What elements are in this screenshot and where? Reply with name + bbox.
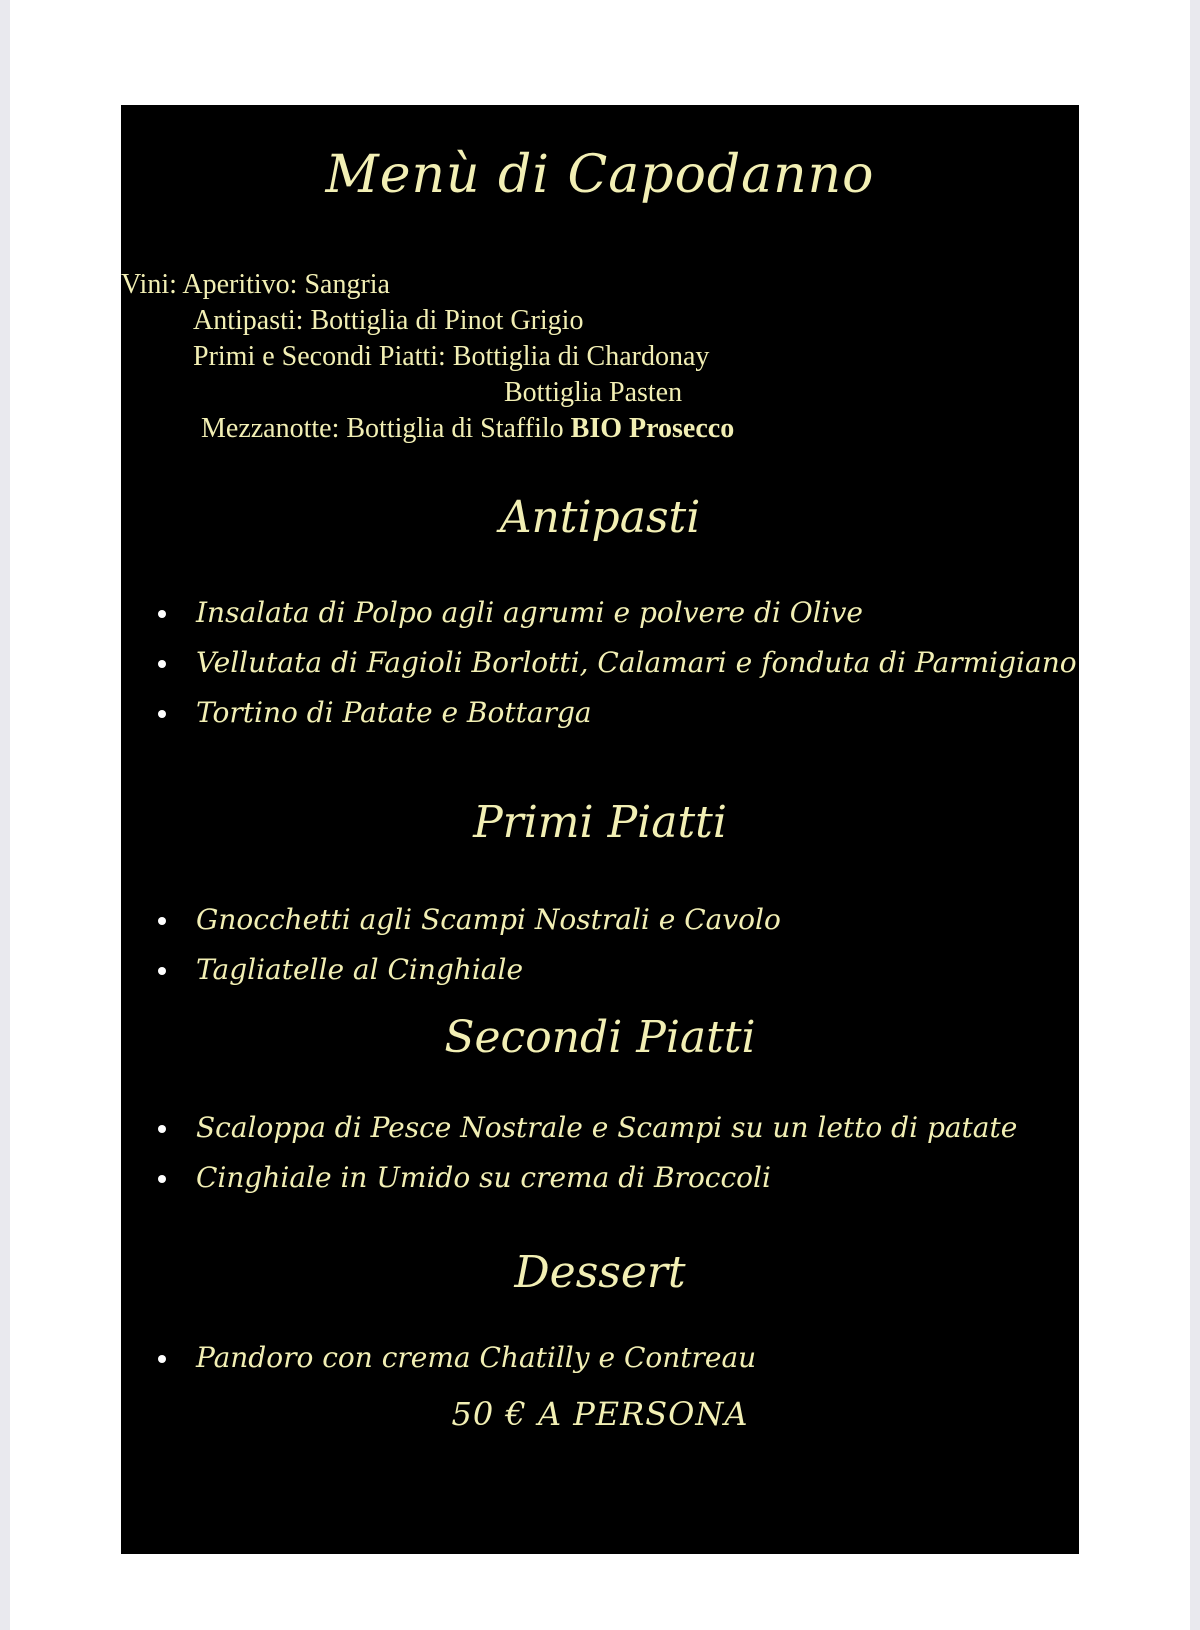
wine-pasten: Bottiglia Pasten bbox=[504, 377, 683, 408]
section-title-dessert: Dessert bbox=[514, 1247, 686, 1298]
wines-lead: Vini: bbox=[121, 269, 177, 300]
menu-card bbox=[121, 105, 1079, 1554]
bullet-icon bbox=[158, 1125, 166, 1133]
bullet-icon bbox=[158, 917, 166, 925]
list-item: Scaloppa di Pesce Nostrale e Scampi su un letto di patate bbox=[158, 1110, 1017, 1147]
section-title-secondi: Secondi Piatti bbox=[444, 1012, 756, 1063]
list-item: Gnocchetti agli Scampi Nostrali e Cavolo bbox=[158, 902, 781, 939]
wine-antipasti: Antipasti: Bottiglia di Pinot Grigio bbox=[193, 305, 584, 336]
list-item: Cinghiale in Umido su crema di Broccoli bbox=[158, 1160, 771, 1197]
section-title-antipasti: Antipasti bbox=[499, 492, 701, 543]
bullet-icon bbox=[158, 1175, 166, 1183]
page-edge-right bbox=[1190, 0, 1200, 1630]
wine-aperitivo: Aperitivo: Sangria bbox=[182, 269, 390, 300]
bullet-icon bbox=[158, 710, 166, 718]
list-item: Insalata di Polpo agli agrumi e polvere di Olive bbox=[158, 595, 863, 632]
list-item: Tagliatelle al Cinghiale bbox=[158, 952, 523, 989]
price-label: 50 € A PERSONA bbox=[451, 1395, 749, 1433]
wines-first-line bbox=[121, 268, 390, 302]
wine-primi-secondi: Primi e Secondi Piatti: Bottiglia di Chardonay bbox=[193, 341, 710, 372]
wine-mezzanotte bbox=[201, 412, 734, 446]
section-title-primi: Primi Piatti bbox=[473, 797, 727, 848]
bullet-icon bbox=[158, 967, 166, 975]
bullet-icon bbox=[158, 1355, 166, 1363]
list-item: Tortino di Patate e Bottarga bbox=[158, 695, 592, 732]
bullet-icon bbox=[158, 610, 166, 618]
list-item: Vellutata di Fagioli Borlotti, Calamari e fonduta di Parmigiano bbox=[158, 645, 1077, 682]
bullet-icon bbox=[158, 660, 166, 668]
page-edge-left bbox=[0, 0, 10, 1630]
list-item: Pandoro con crema Chatilly e Contreau bbox=[158, 1340, 756, 1377]
menu-title: Menù di Capodanno bbox=[325, 145, 875, 205]
wine-mezzanotte-highlight: BIO Prosecco bbox=[570, 413, 735, 444]
wine-mezzanotte-text: Mezzanotte: Bottiglia di Staffilo bbox=[201, 413, 571, 444]
